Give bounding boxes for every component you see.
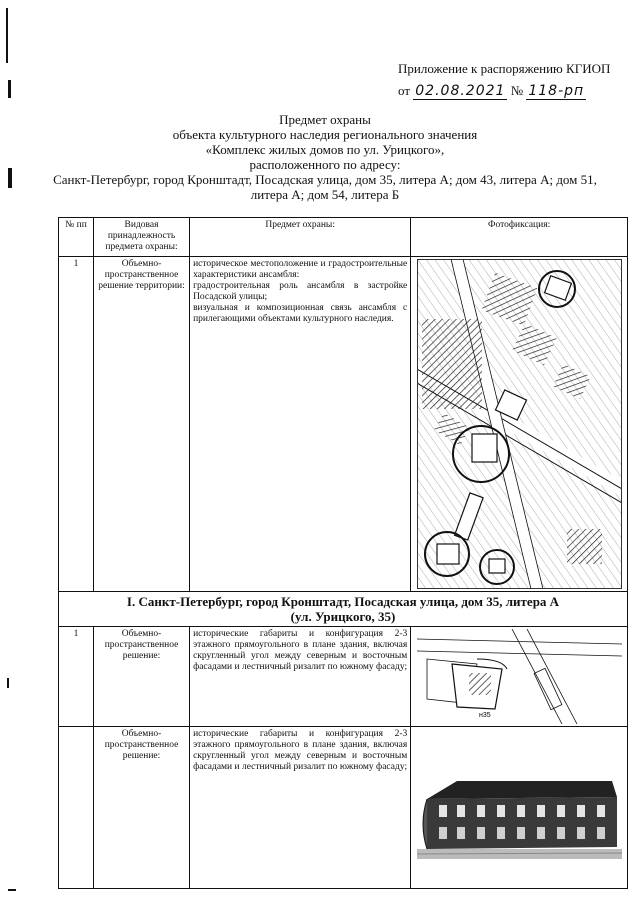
scan-mark-left-3 [7,678,9,688]
row3-subject: исторические габариты и конфигурация 2-3 этажного прямоугольного в плане здания, включая скругленный угол между северным и восточным фасадами и лестничный ризалит по южному фасаду; [190,727,411,889]
scan-mark-left-2 [8,168,12,188]
row1-subject-line-3: градостроительная роль ансамбля в застройке Посадской улицы; [193,281,408,302]
row1-subject-line-2: характеристики ансамбля: [193,270,300,280]
heading-line-3: «Комплекс жилых домов по ул. Урицкого», [205,142,445,157]
section-heading [59,592,628,627]
row1-subject-line-4: визуальная и композиционная связь ансамбля с прилегающими объектами культурного наследия. [193,303,408,324]
row2-photo-cell [411,627,628,727]
date-value: 02.08.2021 [415,83,506,99]
row1-subject [190,257,411,592]
row1-photo-cell [411,257,628,592]
table-row [59,627,628,727]
plan-label: н35 [478,712,491,719]
header-photo: Фотофиксация: [411,218,628,257]
table-row [59,257,628,592]
heading-line-4: расположенного по адресу: [249,157,401,172]
row2-num: 1 [59,627,94,727]
section-heading-row [59,592,628,627]
protection-table [58,217,628,889]
number-value: 118-рп [528,83,585,99]
section-title-line [62,594,624,609]
building-plan-map [417,629,622,724]
ensemble-site-plan-map [417,259,622,589]
header-type: Видовая принадлежность предмета охраны: [93,218,189,257]
row2-type: Объемно-пространственное решение: [93,627,189,727]
row3-num [59,727,94,889]
date-prefix: от [398,83,411,98]
annex-date-number [398,83,586,99]
row3-type: Объемно-пространственное решение: [93,727,189,889]
section-numeral: I. [126,594,136,609]
row1-num: 1 [59,257,94,592]
table-row [59,727,628,889]
row1-type: Объемно-пространственное решение территории: [93,257,189,592]
row3-photo-cell [411,727,628,889]
heading-line-5: Санкт-Петербург, город Кронштадт, Посадская улица, дом 35, литера А; дом 43, литера А; дом 51, [53,172,597,187]
row2-subject: исторические габариты и конфигурация 2-3 этажного прямоугольного в плане здания, включая скругленный угол между северным и восточным фасадами и лестничный ризалит по южному фасаду; [190,627,411,727]
building-facade-photo [417,769,622,859]
heading-line-1: Предмет охраны [279,112,371,127]
row1-subject-line-1: историческое местоположение и градостроительные [193,259,408,269]
heading-line-2: объекта культурного наследия регионального значения [172,127,478,142]
scan-mark-bottom-left [8,889,16,891]
section-subtitle: (ул. Урицкого, 35) [290,609,396,624]
section-title: Санкт-Петербург, город Кронштадт, Посадская улица, дом 35, литера А [138,594,560,609]
document-heading [30,112,620,202]
header-num: № пп [59,218,94,257]
table-header-row [59,218,628,257]
annex-title: Приложение к распоряжению КГИОП [398,61,611,76]
number-prefix: № [510,83,524,98]
heading-line-6: литера А; дом 54, литера Б [250,187,400,202]
header-subject: Предмет охраны: [190,218,411,257]
scan-mark-top-left [6,8,8,63]
scan-mark-left-1 [8,80,11,98]
